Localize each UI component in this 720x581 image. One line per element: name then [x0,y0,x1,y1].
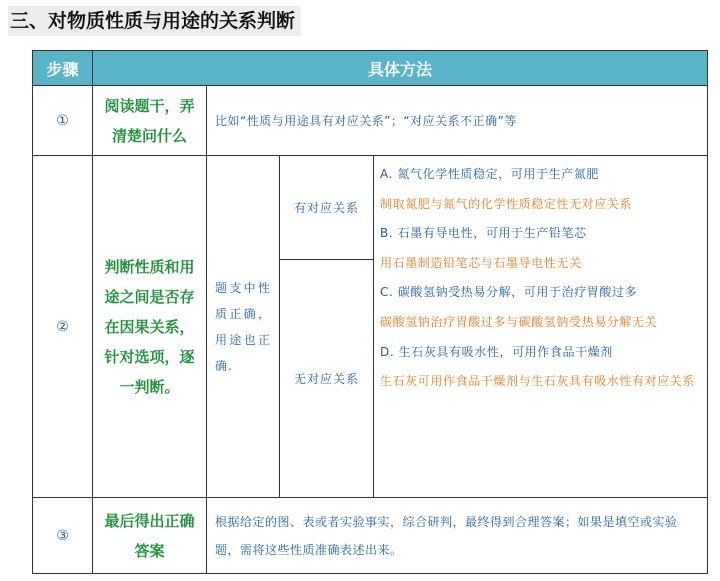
method-table [32,50,708,574]
table-row [33,498,708,574]
step-name: 阅读题干，弄清楚问什么 [93,86,207,156]
page-title: 三、对物质性质与用途的关系判断 [8,6,301,36]
option-analysis: 用石墨制造铅笔芯与石墨导电性无关 [380,255,582,270]
table-header-row [33,51,708,86]
option-analysis: 生石灰可用作食品干燥剂与生石灰具有吸水性有对应关系 [380,374,696,389]
option-analysis: 制取氮肥与氮气的化学性质稳定性无对应关系 [380,196,633,211]
relation-no: 无对应关系 [280,260,374,498]
option-question: C. 碳酸氢钠受热易分解，可用于治疗胃酸过多 [380,285,638,300]
option-analysis: 碳酸氢钠治疗胃酸过多与碳酸氢钠受热易分解无关 [380,314,658,329]
table-row [33,86,708,156]
step-name: 最后得出正确答案 [93,498,207,574]
header-step: 步骤 [33,51,93,86]
step-number: ② [33,156,93,498]
step-name: 判断性质和用途之间是否存在因果关系，针对选项，逐一判断。 [93,156,207,498]
option-question: A. 氮气化学性质稳定，可用于生产氮肥 [380,167,600,181]
option-question: D. 生石灰具有吸水性，可用作食品干燥剂 [380,344,613,359]
step-number: ① [33,86,93,156]
table-row [33,156,708,260]
step-description: 根据给定的图、表或者实验事实，综合研判，最终得到合理答案；如果是填空或实验题，需将这些性质准确表述出来。 [207,498,708,574]
step-description: 比如“性质与用途具有对应关系”；“对应关系不正确”等 [207,86,708,156]
step-number: ③ [33,498,93,574]
header-method: 具体方法 [93,51,708,86]
options-cell [374,156,708,498]
option-question: B. 石墨有导电性，可用于生产铅笔芯 [380,226,587,241]
property-note: 题支中性质正确，用途也正确. [207,156,280,498]
relation-yes: 有对应关系 [280,156,374,260]
